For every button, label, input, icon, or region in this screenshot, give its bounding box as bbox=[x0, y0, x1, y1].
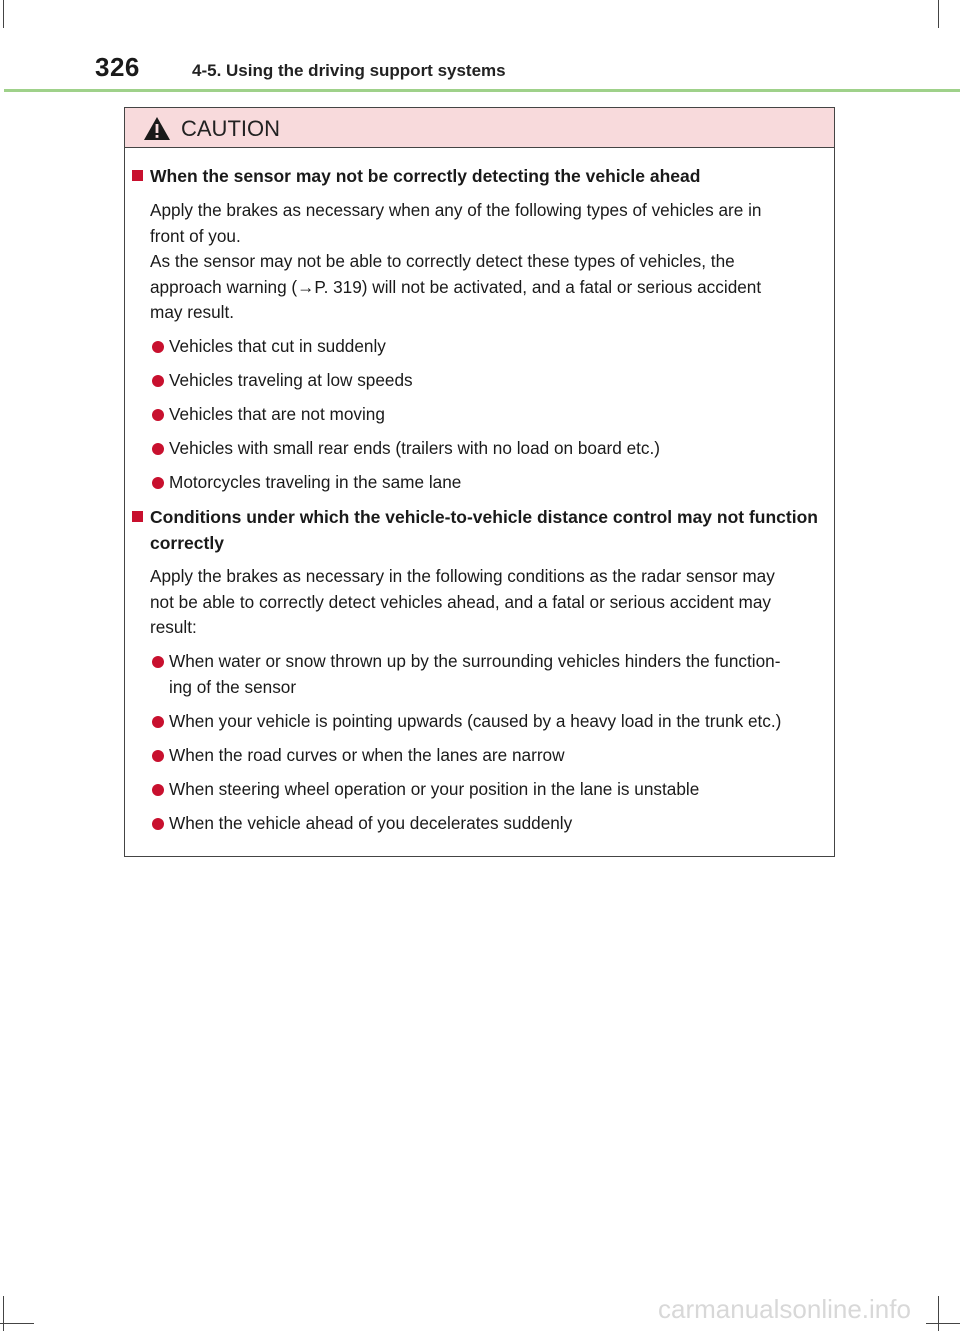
paragraph-line: approach warning (→P. 319) will not be activated, and a fatal or serious accident bbox=[150, 276, 762, 297]
list-item-text: Vehicles that are not moving bbox=[169, 404, 385, 424]
list-item bbox=[152, 402, 827, 428]
list-item bbox=[152, 649, 827, 700]
header-rule bbox=[4, 89, 960, 92]
list-item-text: Vehicles traveling at low speeds bbox=[169, 370, 413, 390]
round-bullet-icon bbox=[152, 375, 164, 387]
paragraph-line: not be able to correctly detect vehicles ahead, and a fatal or serious accident may bbox=[150, 591, 772, 612]
paragraph-line: Apply the brakes as necessary in the following conditions as the radar sensor may bbox=[150, 566, 775, 586]
caution-title: CAUTION bbox=[181, 116, 280, 141]
section-title: 4-5. Using the driving support systems bbox=[192, 61, 506, 80]
list-item bbox=[152, 777, 827, 803]
list-item bbox=[152, 709, 827, 735]
paragraph-line: result: bbox=[150, 617, 197, 637]
heading-text: When the sensor may not be correctly detecting the vehicle ahead bbox=[150, 166, 701, 186]
list-item-text: When water or snow thrown up by the surrounding vehicles hinders the function- bbox=[169, 651, 781, 671]
section-heading bbox=[132, 504, 832, 556]
list-item-text: When the road curves or when the lanes are narrow bbox=[169, 745, 565, 765]
round-bullet-icon bbox=[152, 716, 164, 728]
paragraph-line: front of you. bbox=[150, 225, 241, 246]
paragraph-line: As the sensor may not be able to correctly detect these types of vehicles, the bbox=[150, 251, 735, 271]
list-item bbox=[152, 436, 827, 462]
warning-triangle-icon bbox=[143, 116, 171, 141]
paragraph-line: Apply the brakes as necessary when any of the following types of vehicles are in bbox=[150, 200, 762, 220]
heading-text: Conditions under which the vehicle-to-vehicle distance control may not function bbox=[150, 507, 818, 527]
round-bullet-icon bbox=[152, 409, 164, 421]
round-bullet-icon bbox=[152, 477, 164, 489]
round-bullet-icon bbox=[152, 750, 164, 762]
round-bullet-icon bbox=[152, 656, 164, 668]
paragraph-line: may result. bbox=[150, 302, 235, 322]
heading-text: correctly bbox=[150, 533, 224, 553]
caution-header bbox=[125, 108, 834, 148]
list-item bbox=[152, 743, 827, 769]
list-item-text: Vehicles with small rear ends (trailers with no load on board etc.) bbox=[169, 438, 661, 458]
round-bullet-icon bbox=[152, 818, 164, 830]
crop-mark bbox=[3, 1296, 4, 1331]
list-item-text: When your vehicle is pointing upwards (caused by a heavy load in the trunk etc.) bbox=[169, 711, 782, 731]
paragraph bbox=[150, 564, 823, 641]
watermark: carmanualsonline.info bbox=[658, 1294, 911, 1324]
list-item bbox=[152, 334, 827, 360]
paragraph bbox=[150, 198, 823, 326]
round-bullet-icon bbox=[152, 443, 164, 455]
page-number: 326 bbox=[95, 52, 140, 82]
list-item bbox=[152, 470, 827, 496]
round-bullet-icon bbox=[152, 784, 164, 796]
square-bullet-icon bbox=[132, 170, 143, 181]
page-header bbox=[0, 0, 960, 95]
list-item-text: Motorcycles traveling in the same lane bbox=[169, 472, 462, 492]
crop-mark bbox=[938, 1296, 939, 1331]
round-bullet-icon bbox=[152, 341, 164, 353]
list-item bbox=[152, 368, 827, 394]
crop-mark bbox=[0, 1323, 34, 1324]
list-item bbox=[152, 811, 827, 837]
section-heading bbox=[132, 163, 832, 189]
crop-mark bbox=[926, 1323, 960, 1324]
square-bullet-icon bbox=[132, 511, 143, 522]
list-item-text: Vehicles that cut in suddenly bbox=[169, 336, 386, 356]
list-item-text: When steering wheel operation or your position in the lane is unstable bbox=[169, 779, 700, 799]
caution-box bbox=[124, 107, 835, 857]
list-item-text: When the vehicle ahead of you decelerates suddenly bbox=[169, 813, 573, 833]
list-item-text: ing of the sensor bbox=[169, 676, 297, 697]
